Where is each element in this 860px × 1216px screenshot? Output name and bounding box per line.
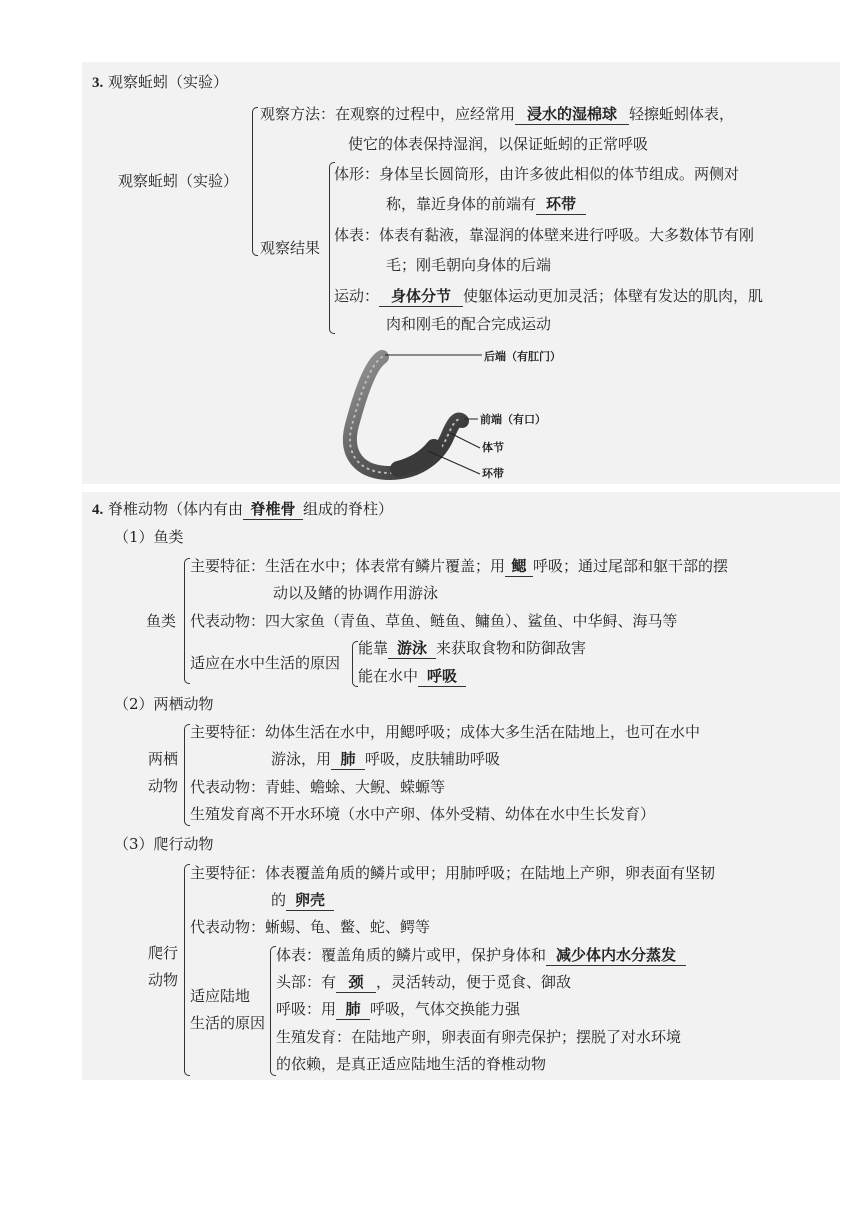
section4-title-2: 组成的脊柱） bbox=[303, 500, 394, 518]
reptile-adapt3-text: 呼吸：用 bbox=[276, 1000, 337, 1018]
fish-feature-line2: 动以及鳍的协调作用游泳 bbox=[273, 584, 439, 602]
figure-label-segment: 体节 bbox=[482, 441, 504, 454]
reptile-feature-answer: 卵壳 bbox=[286, 890, 334, 911]
result-label: 观察结果 bbox=[260, 239, 321, 257]
amphibian-feature-text-3: 呼吸，皮肤辅助呼吸 bbox=[365, 750, 501, 768]
reptile-root-1: 爬行 bbox=[148, 944, 179, 962]
amphibian-repro-line: 生殖发育离不开水环境（水中产卵、体外受精、幼体在水中生长发育） bbox=[190, 805, 656, 823]
surface-line2: 毛；刚毛朝向身体的后端 bbox=[386, 256, 552, 274]
reptile-adapt2-text: 头部：有 bbox=[276, 973, 337, 991]
method-line1 bbox=[260, 104, 734, 125]
method-line2: 使它的体表保持湿润，以保证蚯蚓的正常呼吸 bbox=[348, 135, 649, 153]
reptile-brace bbox=[184, 864, 190, 1076]
amphibian-feature-line2 bbox=[271, 749, 500, 770]
amphibian-rep-line bbox=[190, 777, 445, 797]
fish-feature-text: 生活在水中；体表常有鳞片覆盖；用 bbox=[265, 557, 506, 575]
amphibian-feature-text: 幼体生活在水中，用鳃呼吸；成体大多生活在陆地上，也可在水中 bbox=[265, 723, 701, 741]
amphibian-rep-label: 代表动物： bbox=[190, 778, 266, 796]
fish-adapt2-answer: 呼吸 bbox=[418, 666, 466, 687]
shape-label: 体形： bbox=[334, 165, 380, 183]
shape-line2 bbox=[386, 194, 586, 215]
reptile-adapt3-text-2: 呼吸，气体交换能力强 bbox=[370, 1000, 521, 1018]
shape-text-2: 称，靠近身体的前端有 bbox=[386, 195, 537, 213]
fish-adapt1-text-2: 来获取食物和防御敌害 bbox=[436, 639, 587, 657]
reptile-root-2: 动物 bbox=[148, 971, 179, 989]
fish-rep-line bbox=[190, 611, 678, 631]
method-answer: 浸水的湿棉球 bbox=[515, 104, 629, 125]
reptile-adapt-label-2: 生活的原因 bbox=[190, 1014, 266, 1032]
amphibian-feature-answer: 肺 bbox=[331, 749, 365, 770]
figure-label-rear: 后端（有肛门） bbox=[484, 350, 561, 363]
reptile-feature-text-2: 的 bbox=[271, 891, 287, 909]
amphibian-root-2: 动物 bbox=[148, 777, 179, 795]
fish-adapt-line2 bbox=[358, 666, 466, 687]
amphibian-root-1: 两栖 bbox=[148, 750, 179, 768]
fish-feature-line1 bbox=[190, 556, 728, 577]
surface-label: 体表： bbox=[334, 226, 380, 244]
fish-rep-text: 四大家鱼（青鱼、草鱼、鲢鱼、鳙鱼）、鲨鱼、中华鲟、海马等 bbox=[265, 612, 678, 630]
movement-line1 bbox=[334, 286, 763, 307]
reptile-rep-text: 蜥蜴、龟、鳖、蛇、鳄等 bbox=[265, 918, 431, 936]
reptile-rep-label: 代表动物： bbox=[190, 918, 266, 936]
fish-feature-label: 主要特征： bbox=[190, 557, 266, 575]
fish-feature-text-2: 呼吸；通过尾部和躯干部的摆 bbox=[533, 557, 729, 575]
shape-text: 身体呈长圆筒形，由许多彼此相似的体节组成。两侧对 bbox=[379, 165, 740, 183]
amphibian-heading: （2）两栖动物 bbox=[114, 695, 214, 713]
result-brace bbox=[329, 162, 335, 334]
movement-label: 运动： bbox=[334, 287, 380, 305]
fish-heading: （1）鱼类 bbox=[114, 528, 184, 546]
reptile-adapt-line3 bbox=[276, 999, 520, 1020]
earthworm-root-label: 观察蚯蚓（实验） bbox=[118, 172, 239, 190]
figure-label-clitellum: 环带 bbox=[482, 467, 504, 480]
fish-root-label: 鱼类 bbox=[146, 612, 177, 630]
fish-adapt-label: 适应在水中生活的原因 bbox=[190, 654, 341, 672]
section3-title: 观察蚯蚓（实验） bbox=[108, 73, 229, 91]
reptile-adapt-line5: 的依赖，是真正适应陆地生活的脊椎动物 bbox=[276, 1055, 547, 1073]
fish-adapt1-answer: 游泳 bbox=[388, 638, 436, 659]
fish-feature-answer: 鳃 bbox=[505, 556, 533, 577]
reptile-adapt-line4: 生殖发育：在陆地产卵，卵表面有卵壳保护；摆脱了对水环境 bbox=[276, 1028, 682, 1046]
reptile-adapt3-answer: 肺 bbox=[336, 999, 370, 1020]
fish-rep-label: 代表动物： bbox=[190, 612, 266, 630]
fish-adapt-line1 bbox=[358, 638, 586, 659]
reptile-heading: （3）爬行动物 bbox=[114, 835, 214, 853]
reptile-adapt2-answer: 颈 bbox=[336, 972, 376, 993]
surface-line1 bbox=[334, 225, 754, 245]
method-text: 在观察的过程中，应经常用 bbox=[335, 105, 516, 123]
main-brace bbox=[252, 107, 258, 256]
section3-heading bbox=[92, 72, 228, 93]
reptile-adapt1-text: 体表：覆盖角质的鳞片或甲，保护身体和 bbox=[276, 946, 547, 964]
amphibian-rep-text: 青蛙、蟾蜍、大鲵、蝾螈等 bbox=[265, 778, 446, 796]
reptile-feature-label: 主要特征： bbox=[190, 864, 266, 882]
method-label: 观察方法： bbox=[260, 105, 336, 123]
reptile-adapt1-answer: 减少体内水分蒸发 bbox=[546, 945, 686, 966]
section4-number: 4. bbox=[92, 502, 104, 518]
method-text-2: 轻擦蚯蚓体表， bbox=[629, 105, 735, 123]
fish-adapt2-text: 能在水中 bbox=[358, 667, 419, 685]
section3-number: 3. bbox=[92, 75, 104, 91]
reptile-rep-line bbox=[190, 917, 430, 937]
shape-answer: 环带 bbox=[536, 194, 586, 215]
reptile-adapt-line2 bbox=[276, 972, 571, 993]
section4-title: 脊椎动物（体内有由 bbox=[108, 500, 244, 518]
surface-text: 体表有黏液，靠湿润的体壁来进行呼吸。大多数体节有刚 bbox=[379, 226, 755, 244]
fish-adapt1-text: 能靠 bbox=[358, 639, 389, 657]
shape-line1 bbox=[334, 164, 739, 184]
movement-answer: 身体分节 bbox=[379, 286, 463, 307]
amphibian-feature-text-2: 游泳，用 bbox=[271, 750, 332, 768]
amphibian-feature-line1 bbox=[190, 722, 700, 742]
reptile-adapt2-text-2: ，灵活转动，便于觅食、御敌 bbox=[376, 973, 572, 991]
movement-text: 使躯体运动更加灵活；体壁有发达的肌肉，肌 bbox=[463, 287, 764, 305]
reptile-feature-line2 bbox=[271, 890, 334, 911]
reptile-adapt-label-1: 适应陆地 bbox=[190, 987, 251, 1005]
reptile-feature-line1 bbox=[190, 863, 715, 883]
figure-label-front: 前端（有口） bbox=[480, 413, 546, 426]
reptile-adapt-line1 bbox=[276, 945, 686, 966]
section4-answer: 脊椎骨 bbox=[243, 499, 303, 520]
section4-heading bbox=[92, 499, 393, 520]
movement-line2: 肉和刚毛的配合完成运动 bbox=[386, 315, 552, 333]
reptile-feature-text: 体表覆盖角质的鳞片或甲；用肺呼吸；在陆地上产卵，卵表面有坚韧 bbox=[265, 864, 716, 882]
amphibian-feature-label: 主要特征： bbox=[190, 723, 266, 741]
